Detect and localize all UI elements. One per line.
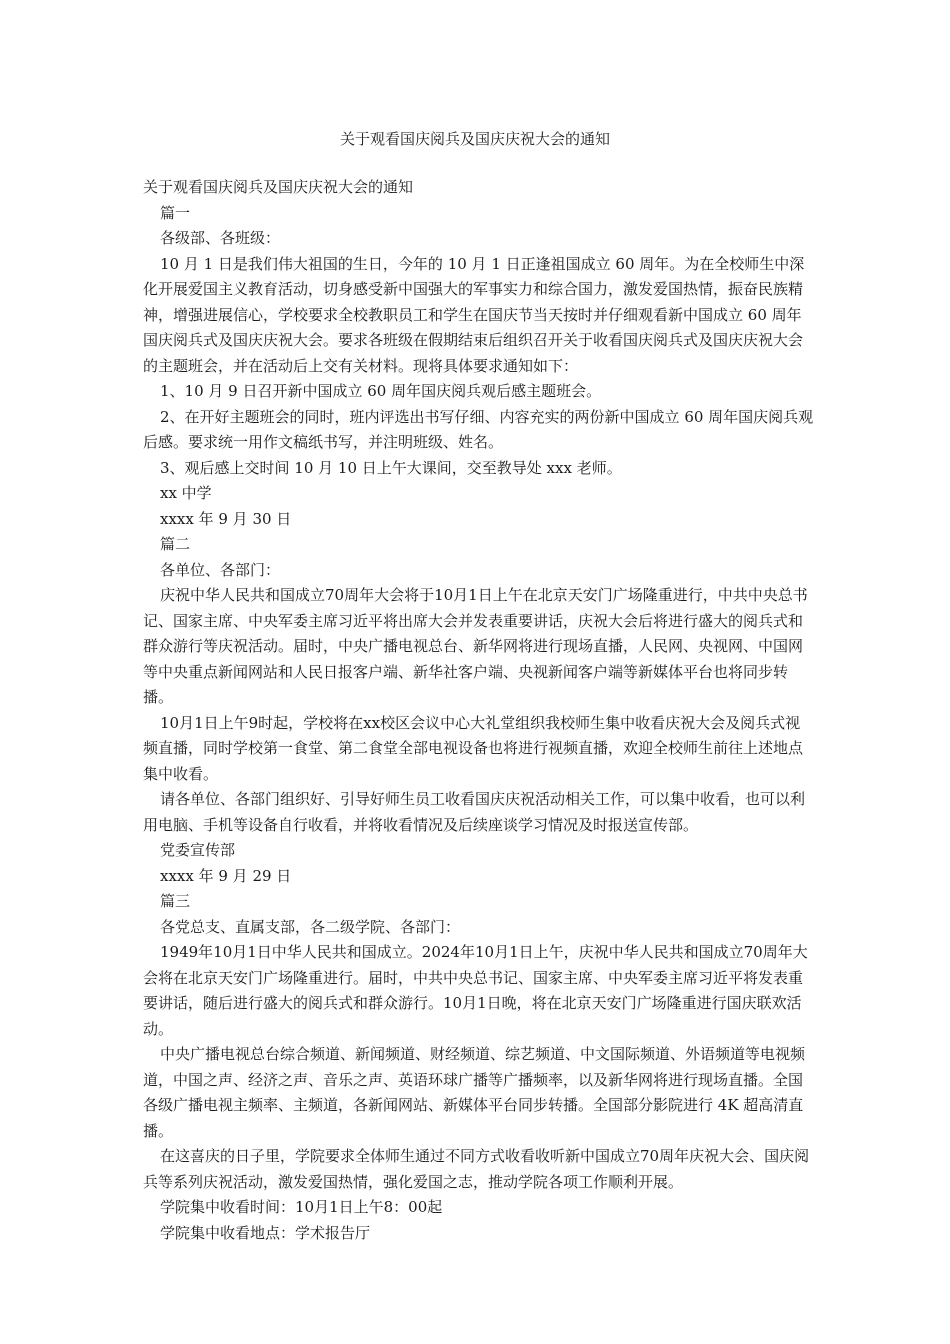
part1-item-3: 3、观后感上交时间 10 月 10 日上午大课间，交至教导处 xxx 老师。 [160, 458, 622, 477]
part3-paragraph-2: 中央广播电视总台综合频道、新闻频道、财经频道、综艺频道、中文国际频道、外语频道等电视频道，中国之声、经济之声、音乐之声、英语环球广播等广播频率，以及新华网将进行现场直播。全国各级广播电视主频率、主频道，各新闻网站、新媒体平台同步转播。全国部分影院进行 4K 超高清直播。 [143, 1045, 806, 1140]
document-body [143, 175, 815, 1246]
part1-date: xxxx 年 9 月 30 日 [160, 509, 292, 528]
part1-item-2: 2、在开好主题班会的同时，班内评选出书写仔细、内容充实的两份新中国成立 60 周年国庆阅兵观后感。要求统一用作文稿纸书写，并注明班级、姓名。 [143, 407, 814, 451]
part2-paragraph-1: 庆祝中华人民共和国成立70周年大会将于10月1日上午在北京天安门广场隆重进行，中共中央总书记、国家主席、中央军委主席习近平将出席大会并发表重要讲话，庆祝大会后将进行盛大的阅兵式和群众游行等庆祝活动。届时，中央广播电视总台、新华网将进行现场直播，人民网、央视网、中国网等中央重点新闻网站和人民日报客户端、新华社客户端、央视新闻客户端等新媒体平台也将同步转播。 [143, 586, 808, 706]
part2-paragraph-2: 10月1日上午9时起，学校将在xx校区会议中心大礼堂组织我校师生集中收看庆祝大会及阅兵式视频直播，同时学校第一食堂、第二食堂全部电视设备也将进行视频直播，欢迎全校师生前往上述地点集中收看。 [143, 713, 804, 783]
part1-paragraph: 10 月 1 日是我们伟大祖国的生日，今年的 10 月 1 日正逢祖国成立 60 周年。为在全校师生中深化开展爱国主义教育活动，切身感受新中国强大的军事实力和综合国力，激发爱国热情，振奋民族精神，增强进展信心，学校要求全校教职员工和学生在国庆节当天按时并仔细观看新中国成立 60 周年国庆阅兵式及国庆庆祝大会。要求各班级在假期结束后组织召开关于收看国庆阅兵式及国庆庆祝大会的主题班会，并在活动后上交有关材料。现将具体要求通知如下： [143, 254, 805, 375]
part3-salutation: 各党总支、直属支部，各二级学院、各部门： [160, 917, 461, 936]
part1-signature: xx 中学 [160, 484, 212, 502]
part3-viewing-time: 学院集中收看时间：10月1日上午8：00起 [160, 1198, 443, 1216]
document-subtitle: 关于观看国庆阅兵及国庆庆祝大会的通知 [143, 178, 414, 196]
part3-paragraph-1: 1949年10月1日中华人民共和国成立。2024年10月1日上午，庆祝中华人民共和国成立70周年大会将在北京天安门广场隆重进行。届时，中共中央总书记、国家主席、中央军委主席习近平将发表重要讲话，随后进行盛大的阅兵式和群众游行。10月1日晚，将在北京天安门广场隆重进行国庆联欢活动。 [143, 943, 808, 1038]
part1-salutation: 各级部、各班级： [160, 229, 281, 247]
part2-date: xxxx 年 9 月 29 日 [160, 866, 292, 885]
part1-item-1: 1、10 月 9 日召开新中国成立 60 周年国庆阅兵观后感主题班会。 [160, 382, 602, 400]
part3-viewing-location: 学院集中收看地点：学术报告厅 [160, 1223, 371, 1242]
part2-salutation: 各单位、各部门： [160, 560, 281, 579]
part2-heading: 篇二 [160, 535, 191, 553]
part2-paragraph-3: 请各单位、各部门组织好、引导好师生员工收看国庆庆祝活动相关工作，可以集中收看，也可以利用电脑、手机等设备自行收看，并将收看情况及后续座谈学习情况及时报送宣传部。 [143, 790, 806, 834]
part3-heading: 篇三 [160, 892, 191, 910]
page-title: 关于观看国庆阅兵及国庆庆祝大会的通知 [339, 130, 610, 148]
part2-signature: 党委宣传部 [160, 841, 236, 859]
part1-heading: 篇一 [160, 203, 191, 222]
part3-paragraph-3: 在这喜庆的日子里，学院要求全体师生通过不同方式收看收听新中国成立70周年庆祝大会、国庆阅兵等系列庆祝活动，激发爱国热情，强化爱国之志，推动学院各项工作顺利开展。 [143, 1147, 810, 1191]
